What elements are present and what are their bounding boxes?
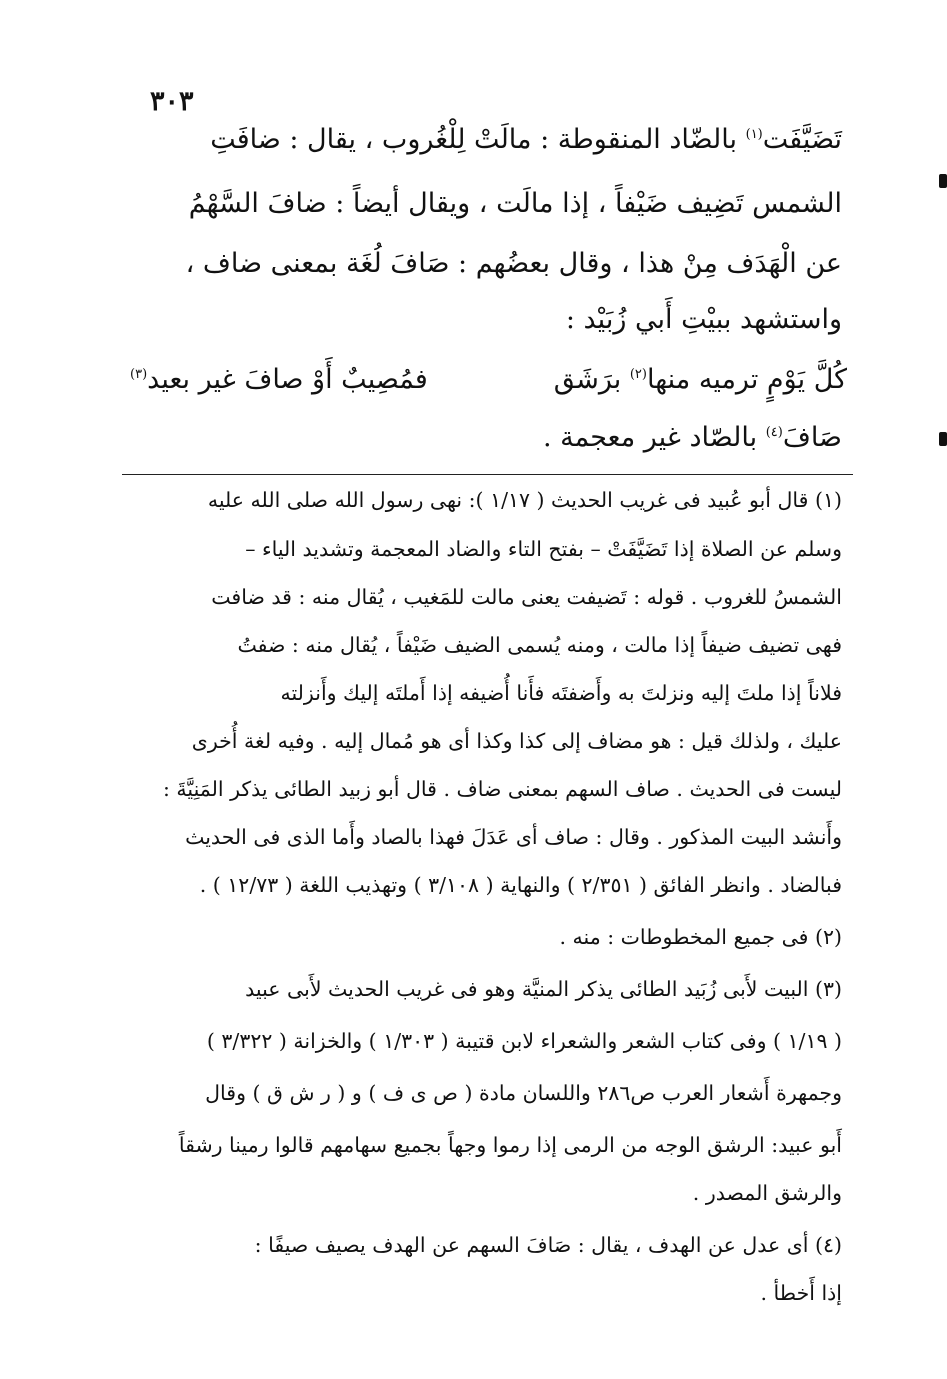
footnote-line: (٣) البيت لأَبى زُبَيد الطائى يذكر المنيَّة وهو فى غريب الحديث لأَبى عبيد [245, 977, 842, 1001]
main-line-last-post: بالصّاد غير معجمة . [542, 422, 766, 453]
footnote-line: (٢) فى جميع المخطوطات : منه . [559, 925, 842, 949]
main-line-2 [189, 188, 842, 219]
footnote-line: فهى تضيف ضيفاً إذا مالت ، ومنه يُسمى الضيف ضَيْفاً ، يُقال منه : ضفتُ [237, 633, 842, 657]
footnote-divider [122, 474, 853, 475]
main-line-1-pre: تَضَيَّفَت [762, 124, 842, 155]
verse-second-hemistich [130, 364, 428, 395]
footnote-line: الشمسُ للغروب . قوله : تَضيفت يعنى مالت للمَغيب ، يُقال منه : قد ضافت [211, 585, 842, 609]
footnote-line: ( ١/١٩ ) وفى كتاب الشعر والشعراء لابن قتيبة ( ١/٣٠٣ ) والخزانة ( ٣/٣٢٢ ) [206, 1029, 842, 1053]
main-line-last-pre: صَافَ [782, 422, 842, 453]
footnote-line: وجمهرة أَشعار العرب ص٢٨٦ واللسان مادة ( ص ى ف ) و ( ر ش ق ) وقال [205, 1081, 842, 1105]
main-line-2-text: الشمس تَضِيف ضَيْفاً ، إذا مالَت ، ويقال أيضاً : ضافَ السَّهْمُ [188, 188, 842, 219]
footnote-ref-3: (٣) [130, 367, 148, 382]
main-line-4 [566, 304, 842, 335]
footnote-line: (١) قال أبو عُبيد فى غريب الحديث ( ١/١٧ ): نهى رسول الله صلى الله عليه [207, 488, 842, 512]
footnote-line: وسلم عن الصلاة إذا تَضَيَّفَتْ – بفتح التاء والضاد المعجمة وتشديد الياء – [245, 537, 842, 561]
main-line-1-post: بالضّاد المنقوطة : مالَتْ لِلْغُروب ، يقال : ضافَتِ [210, 124, 746, 155]
footnote-line: ليست فى الحديث . صاف السهم بمعنى ضاف . قال أبو زبيد الطائى يذكر المَنِيَّةَ : [162, 777, 842, 801]
main-line-3 [186, 248, 842, 279]
verse-first-post: برَشَق [553, 364, 630, 395]
verse-second-text: فمُصِيبٌ أَوْ صافَ غير بعيد [147, 364, 428, 395]
verse-first-hemistich [554, 364, 847, 395]
footnote-ref-4: (٤) [765, 425, 783, 440]
margin-mark [939, 432, 947, 446]
footnote-line: فبالضاد . وانظر الفائق ( ٢/٣٥١ ) والنهاية ( ٣/١٠٨ ) وتهذيب اللغة ( ١٢/٧٣ ) . [199, 873, 842, 897]
footnote-line: عليك ، ولذلك قيل : هو مضاف إلى كذا وكذا أى هو مُمال إليه . وفيه لغة أُخرى [191, 729, 842, 753]
footnote-line: والرشق المصدر . [692, 1181, 842, 1205]
footnote-ref-2: (٢) [629, 367, 647, 382]
footnote-ref-1: (١) [745, 127, 763, 142]
footnote-line: وأَنشد البيت المذكور . وقال : صاف أى عَدَلَ فهذا بالصاد وأَما الذى فى الحديث [185, 825, 842, 849]
footnote-line: أَبو عبيد: الرشق الوجه من الرمى إذا رموا وجهاً بجميع سهامهم قالوا رمينا رشقاً [178, 1133, 842, 1157]
main-line-4-text: واستشهد ببيْتِ أَبي زُبَيْد : [565, 304, 842, 335]
footnote-line: (٤) أى عدل عن الهدف ، يقال : صَافَ السهم عن الهدف يصيف صيفًا : [254, 1233, 842, 1257]
footnote-line: فلاناً إذا ملتَ إليه ونزلتَ به وأَضفتَه فأَنا أُضيفه إذا أَملتَه إليك وأَنزلته [280, 681, 842, 705]
main-line-3-text: عن الْهَدَف مِنْ هذا ، وقال بعضُهم : صَافَ لُغَة بمعنى ضاف ، [185, 248, 842, 279]
main-line-1 [210, 124, 842, 155]
footnote-line: إذا أَخطأ . [760, 1281, 842, 1305]
verse-first-pre: كُلَّ يَوْمٍ ترميه منها [646, 364, 847, 395]
margin-mark [939, 174, 947, 188]
page-number: ٣٠٣ [150, 86, 194, 117]
main-line-last [543, 422, 842, 453]
